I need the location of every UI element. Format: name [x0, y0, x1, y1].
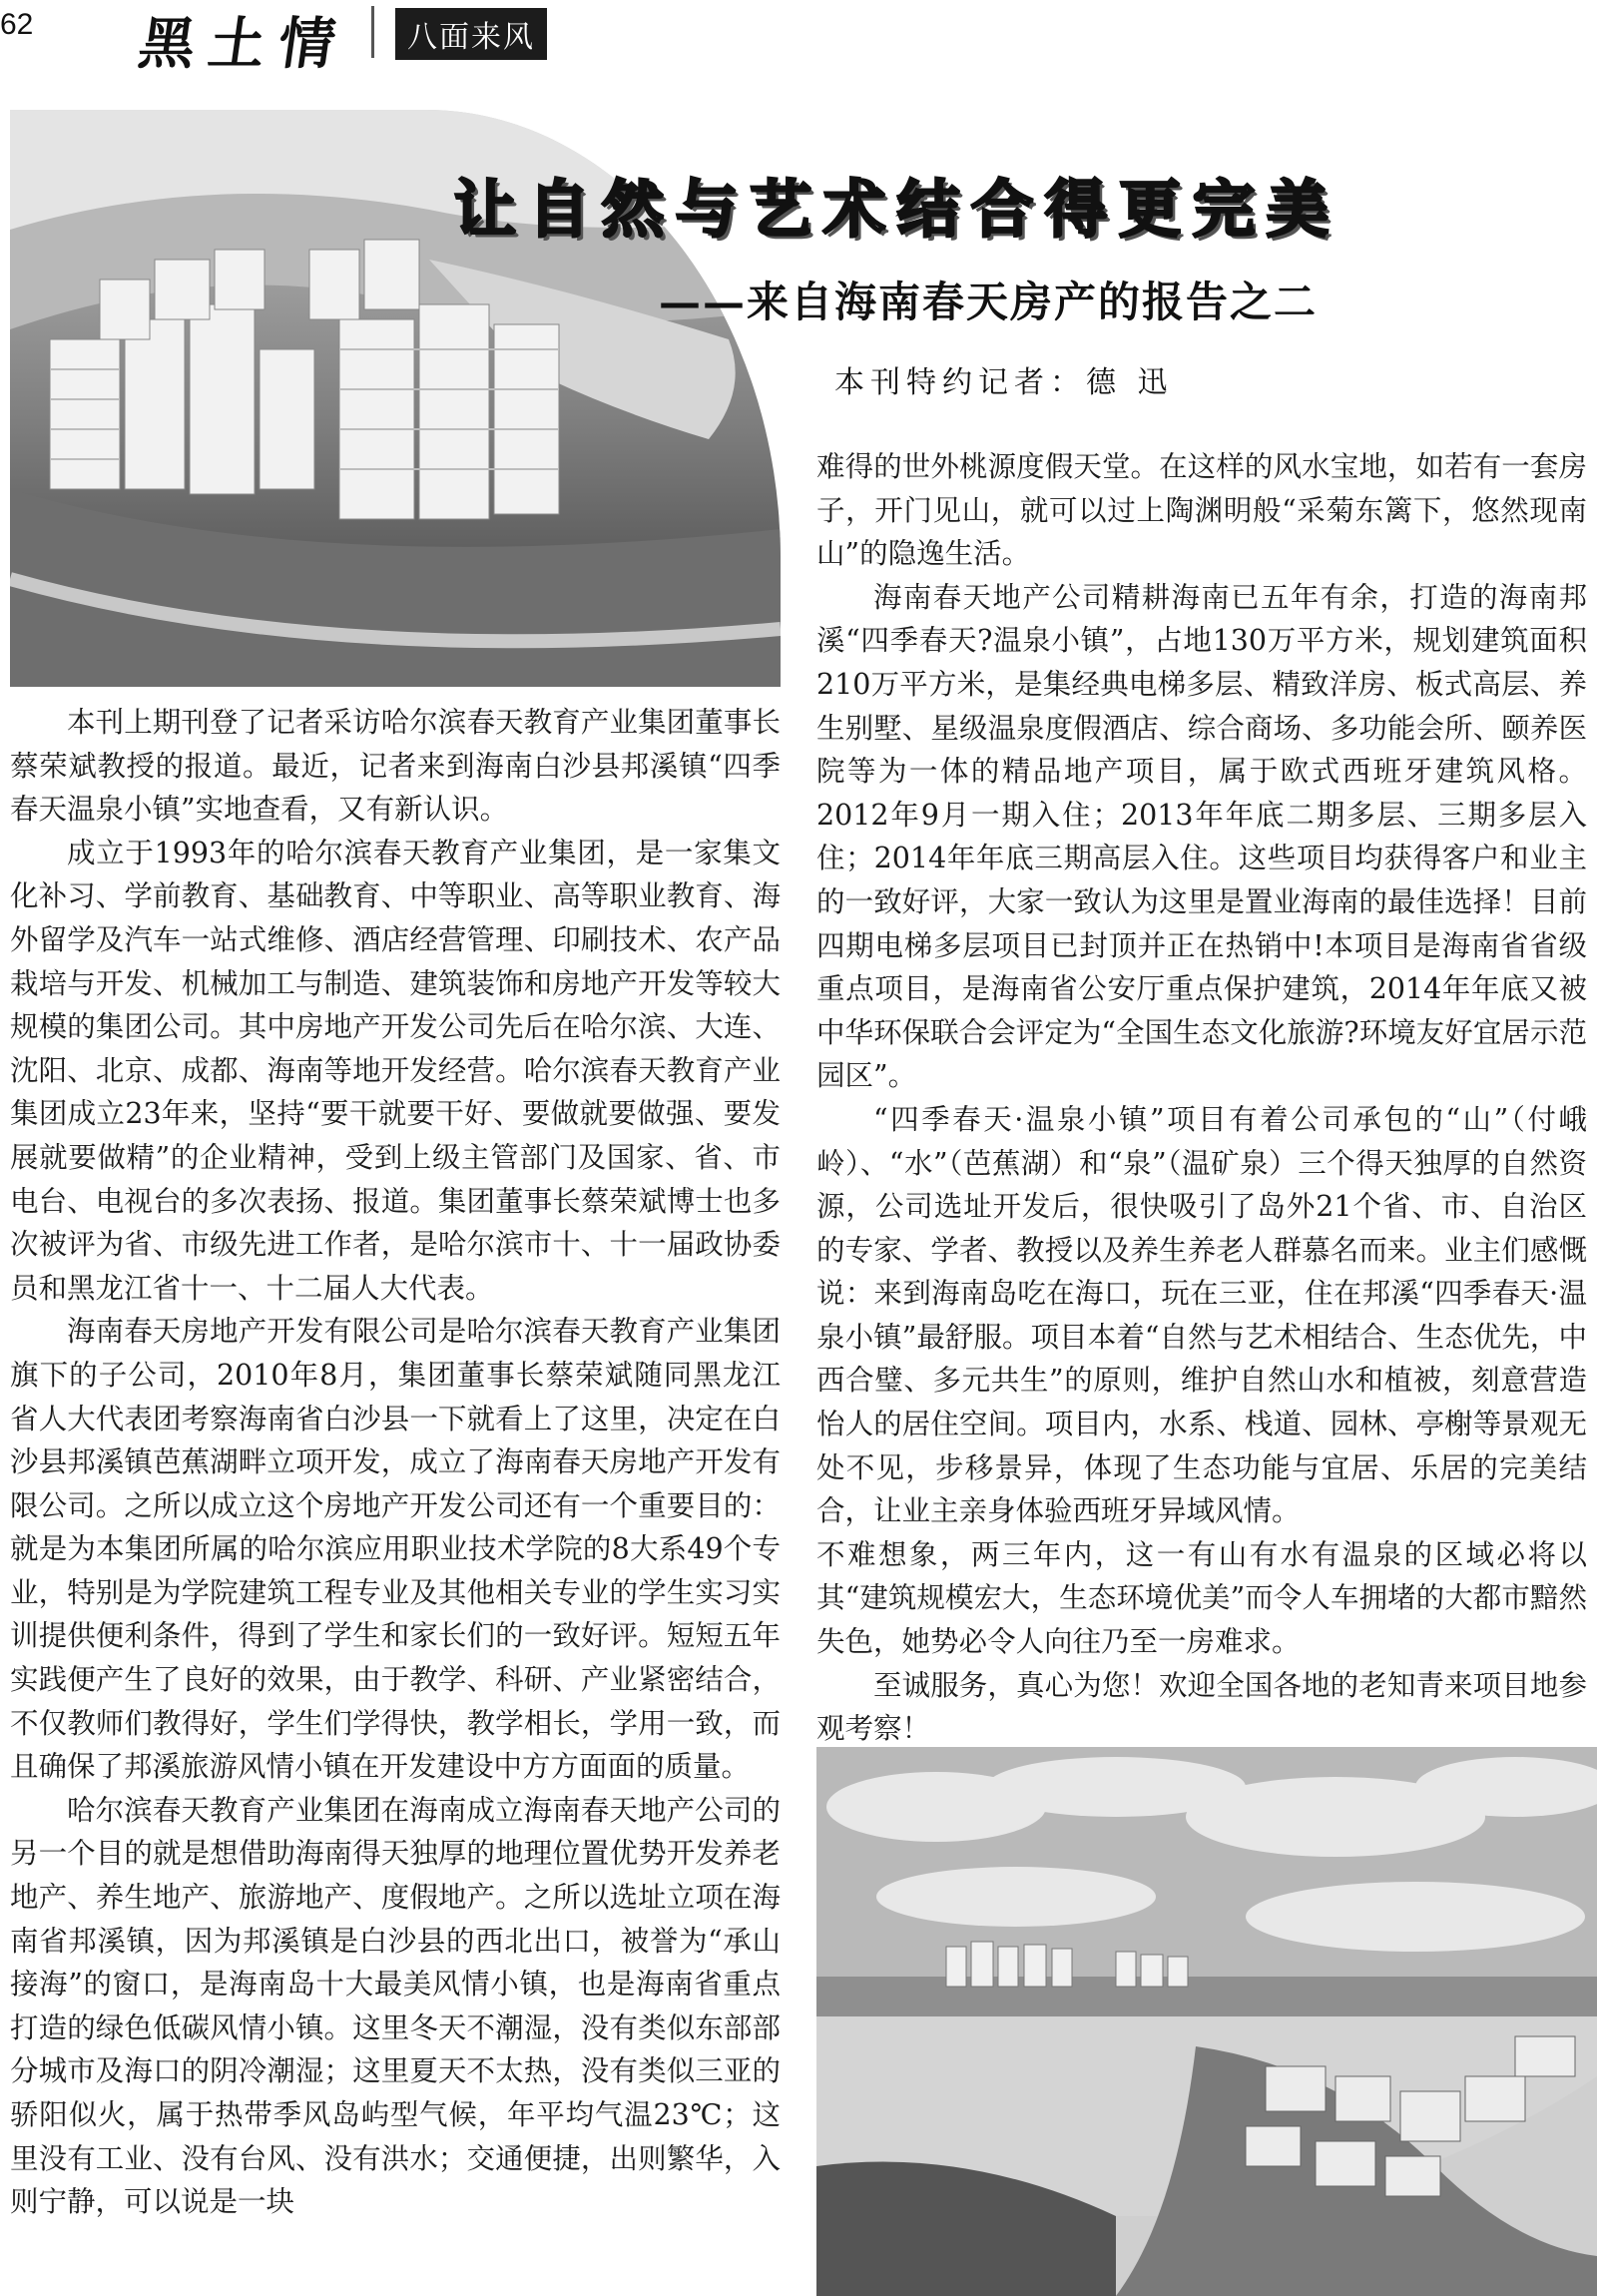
- right-paragraph-2: 海南春天地产公司精耕海南已五年有余，打造的海南邦溪“四季春天?温泉小镇”，占地130万平方米，规划建筑面积210万平方米，是集经典电梯多层、精致洋房、板式高层、养生别墅、星级温泉度假酒店、综合商场、多功能会所、颐养医院等为一体的精品地产项目，属于欧式西班牙建筑风格。2012年9月一期入住；2013年年底二期多层、三期多层入住；2014年年底三期高层入住。这些项目均获得客户和业主的一致好评，大家一致认为这里是置业海南的最佳选择！目前四期电梯多层项目已封顶并正在热销中!本项目是海南省省级重点项目，是海南省公安厅重点保护建筑，2014年年底又被中华环保联合会评定为“全国生态文化旅游?环境友好宜居示范园区”。: [816, 580, 1587, 1093]
- article-byline: 本刊特约记者：德 迅: [834, 365, 1174, 400]
- lake-view-photo: [816, 1747, 1597, 2296]
- left-paragraph-4: 哈尔滨春天教育产业集团在海南成立海南春天地产公司的另一个目的就是想借助海南得天独厚的地理位置优势开发养老地产、养生地产、旅游地产、度假地产。之所以选址立项在海南省邦溪镇，因为邦溪镇是白沙县的西北出口，被誉为“承山接海”的窗口，是海南岛十大最美风情小镇，也是海南省重点打造的绿色低碳风情小镇。这里冬天不潮湿，没有类似东部部分城市及海口的阴冷潮湿；这里夏天不太热，没有类似三亚的骄阳似火，属于热带季风岛屿型气候，年平均气温23℃；这里没有工业、没有台风、没有洪水；交通便捷，出则繁华，入则宁静，可以说是一块: [10, 1793, 781, 2219]
- right-column: [816, 445, 1587, 1751]
- right-paragraph-5: 至诚服务，真心为您！欢迎全国各地的老知青来项目地参观考察！: [816, 1668, 1587, 1746]
- article-title: 让自然与艺术结合得更完美: [454, 173, 1341, 246]
- left-paragraph-3: 海南春天房地产开发有限公司是哈尔滨春天教育产业集团旗下的子公司，2010年8月，集团董事长蔡荣斌随同黑龙江省人大代表团考察海南省白沙县一下就看上了这里，决定在白沙县邦溪镇芭蕉湖畔立项开发，成立了海南春天房地产开发有限公司。之所以成立这个房地产开发公司还有一个重要目的：就是为本集团所属的哈尔滨应用职业技术学院的8大系49个专业，特别是为学院建筑工程专业及其他相关专业的学生实习实训提供便利条件，得到了学生和家长们的一致好评。短短五年实践便产生了良好的效果，由于教学、科研、产业紧密结合，不仅教师们教得好，学生们学得快，教学相长，学用一致，而且确保了邦溪旅游风情小镇在开发建设中方方面面的质量。: [10, 1315, 781, 1784]
- magazine-logo: 黑土情: [134, 11, 354, 77]
- left-paragraph-2: 成立于1993年的哈尔滨春天教育产业集团，是一家集文化补习、学前教育、基础教育、中等职业、高等职业教育、海外留学及汽车一站式维修、酒店经营管理、印刷技术、农产品栽培与开发、机械加工与制造、建筑装饰和房地产开发等较大规模的集团公司。其中房地产开发公司先后在哈尔滨、大连、沈阳、北京、成都、海南等地开发经营。哈尔滨春天教育产业集团成立23年来，坚持“要干就要干好、要做就要做强、要发展就要做精”的企业精神，受到上级主管部门及国家、省、市电台、电视台的多次表扬、报道。集团董事长蔡荣斌博士也多次被评为省、市级先进工作者，是哈尔滨市十、十一届政协委员和黑龙江省十一、十二届人大代表。: [10, 836, 781, 1305]
- page-number: 62: [0, 8, 34, 41]
- left-paragraph-1: 本刊上期刊登了记者采访哈尔滨春天教育产业集团董事长蔡荣斌教授的报道。最近，记者来到海南白沙县邦溪镇“四季春天温泉小镇”实地查看，又有新认识。: [10, 706, 781, 827]
- section-tag: 八面来风: [395, 8, 547, 60]
- right-paragraph-1: 难得的世外桃源度假天堂。在这样的风水宝地，如若有一套房子，开门见山，就可以过上陶渊明般“采菊东篱下，悠然现南山”的隐逸生活。: [816, 450, 1587, 571]
- header-divider: [371, 6, 374, 58]
- right-paragraph-3: “四季春天·温泉小镇”项目有着公司承包的“山”（付峨岭）、“水”（芭蕉湖）和“泉”（温矿泉）三个得天独厚的自然资源，公司选址开发后，很快吸引了岛外21个省、市、自治区的专家、学者、教授以及养生养老人群慕名而来。业主们感慨说：来到海南岛吃在海口，玩在三亚，住在邦溪“四季春天·温泉小镇”最舒服。项目本着“自然与艺术相结合、生态优先，中西合璧、多元共生”的原则，维护自然山水和植被，刻意营造怡人的居住空间。项目内，水系、栈道、园林、亭榭等景观无处不见，步移景异，体现了生态功能与宜居、乐居的完美结合，让业主亲身体验西班牙异域风情。: [816, 1102, 1587, 1528]
- left-column: [10, 701, 781, 2224]
- article-subtitle: ——来自海南春天房产的报告之二: [659, 278, 1319, 326]
- right-paragraph-4: 不难想象，两三年内，这一有山有水有温泉的区域必将以其“建筑规模宏大，生态环境优美”而令人车拥堵的大都市黯然失色，她势必令人向往乃至一房难求。: [816, 1537, 1587, 1659]
